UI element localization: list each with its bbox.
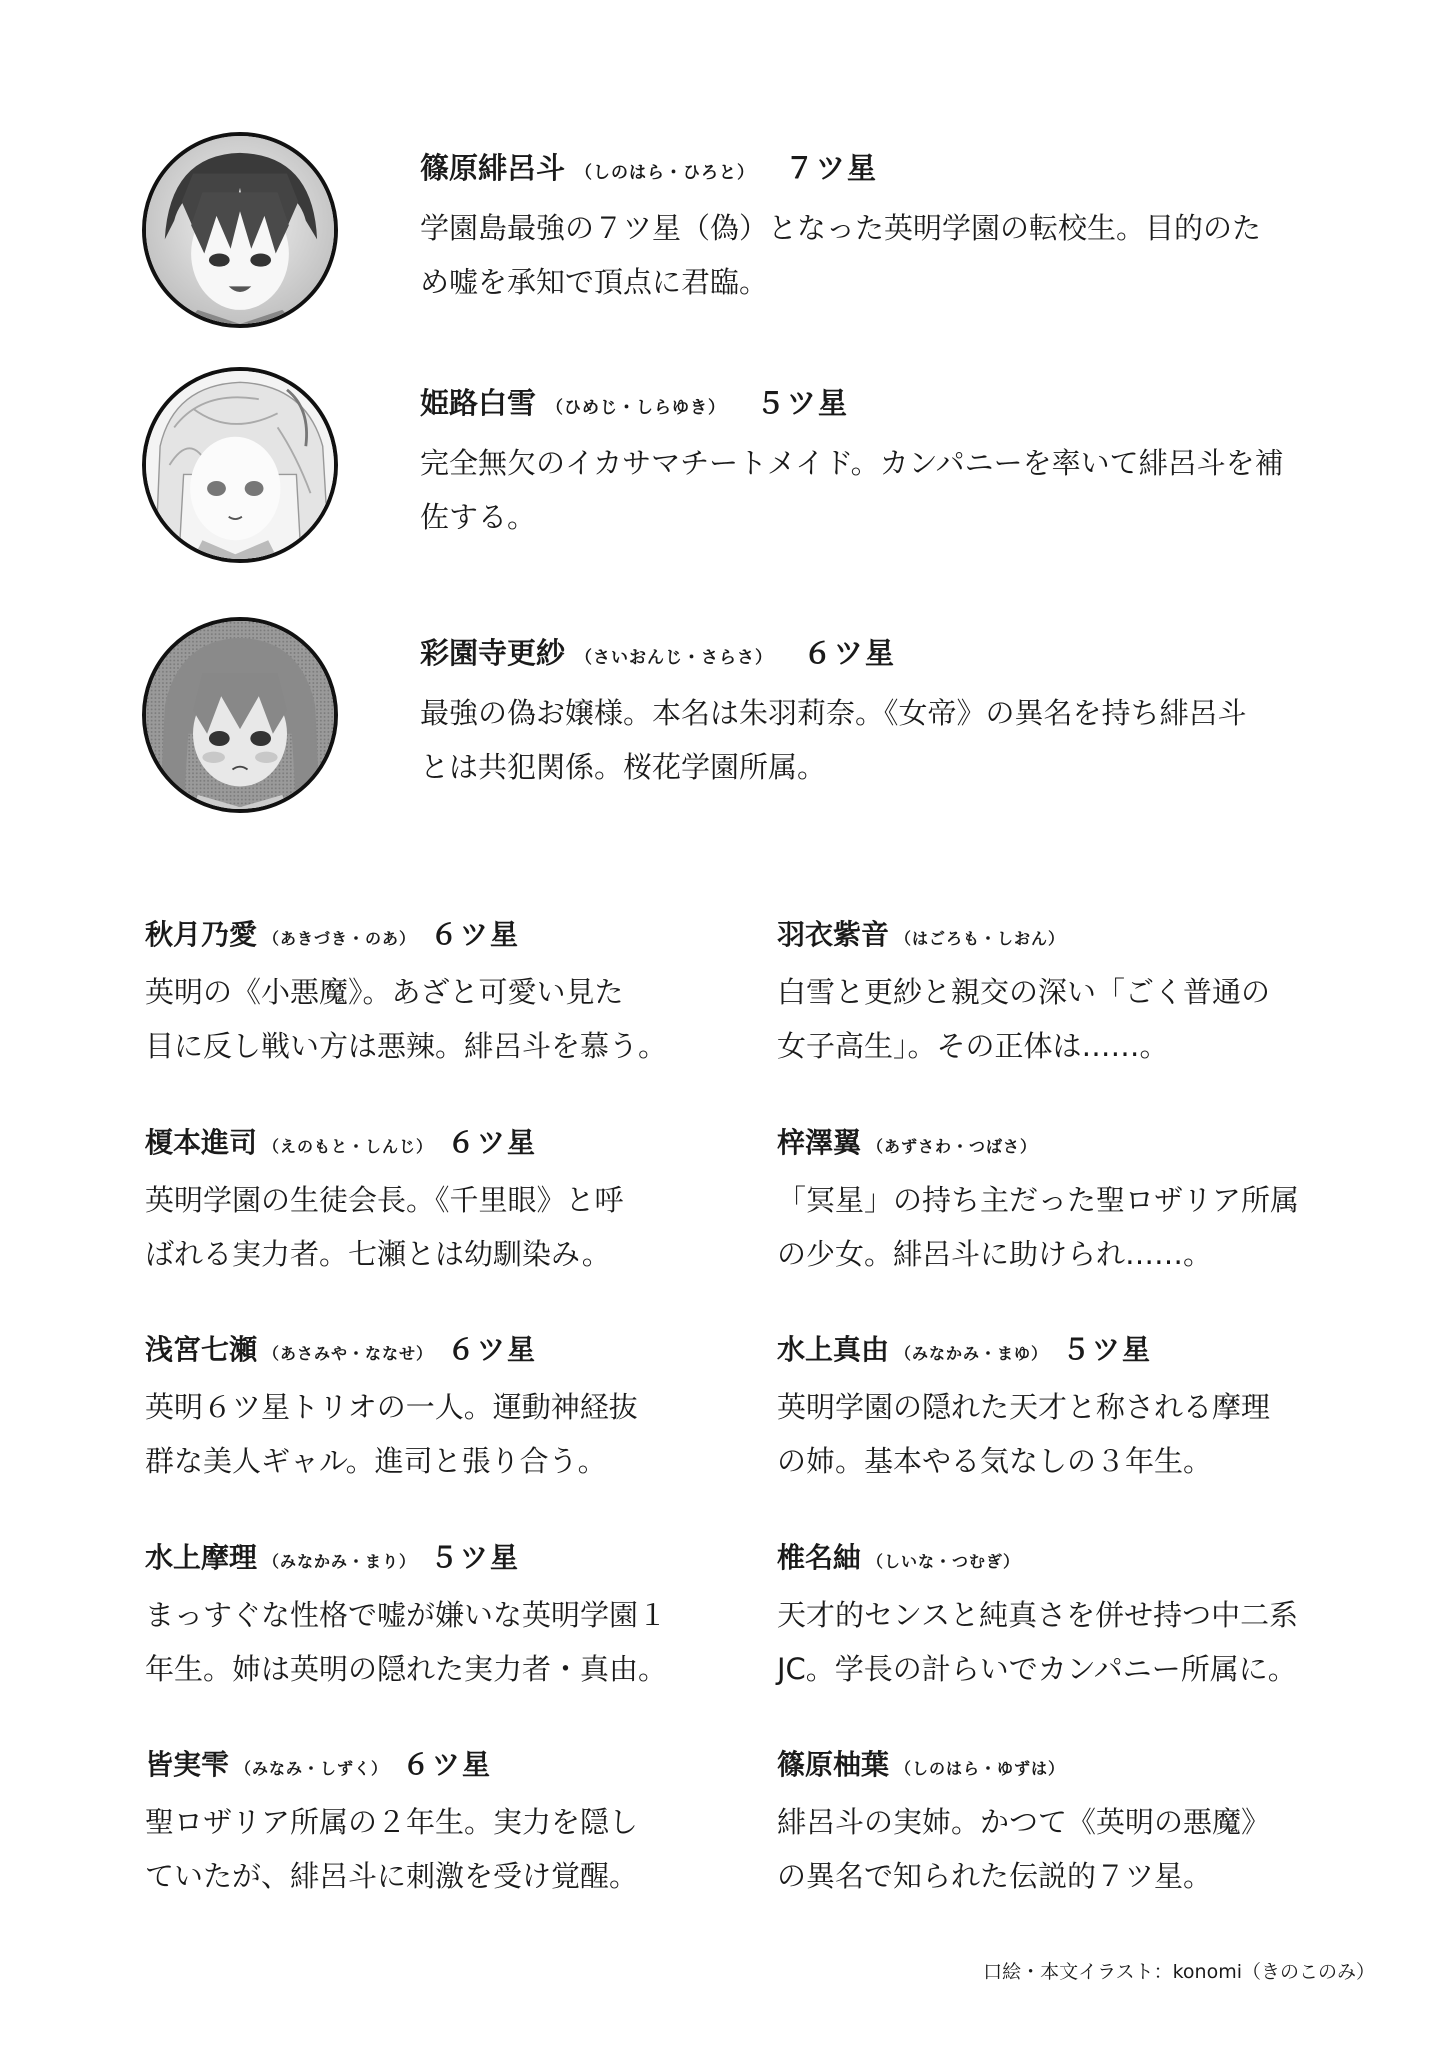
character-reading: （しいな・つむぎ） xyxy=(867,1552,1021,1571)
character-name-line xyxy=(145,1540,705,1580)
character-description: 英明学園の生徒会長。《千里眼》と呼 ばれる実力者。七瀬とは幼馴染み。 xyxy=(145,1183,624,1271)
sub-character-tsumugi xyxy=(777,1540,1337,1696)
character-name-line xyxy=(145,1125,705,1165)
character-name: 羽衣紫音 xyxy=(777,918,890,951)
character-name-line xyxy=(420,150,1320,191)
character-name-line xyxy=(145,917,705,957)
character-name: 篠原緋呂斗 xyxy=(420,151,566,185)
sub-character-shion xyxy=(777,917,1337,1073)
character-name: 梓澤翼 xyxy=(777,1126,862,1159)
sub-character-mari xyxy=(145,1540,705,1696)
character-reading: （さいおんじ・さらさ） xyxy=(575,648,774,668)
character-name-line xyxy=(145,1332,705,1372)
character-description: まっすぐな性格で嘘が嫌いな英明学園１ 年生。姉は英明の隠れた実力者・真由。 xyxy=(145,1598,668,1686)
character-name-line xyxy=(777,917,1337,957)
character-name: 榎本進司 xyxy=(145,1126,258,1159)
character-name: 水上摩理 xyxy=(145,1541,258,1574)
sub-character-shizuku xyxy=(145,1747,705,1903)
main-character-text xyxy=(420,635,1320,794)
character-description: 「冥星」の持ち主だった聖ロザリア所属 の少女。緋呂斗に助けられ……。 xyxy=(777,1183,1300,1271)
character-description: 天才的センスと純真さを併せ持つ中二系 JC。学長の計らいでカンパニー所属に。 xyxy=(777,1598,1299,1686)
character-description: 英明の《小悪魔》。あざと可愛い見た 目に反し戦い方は悪辣。緋呂斗を慕う。 xyxy=(145,975,668,1063)
character-description: 白雪と更紗と親交の深い「ごく普通の 女子高生」。その正体は……。 xyxy=(777,975,1271,1063)
character-stars: ６ツ星 xyxy=(447,1126,538,1159)
character-stars: ６ツ星 xyxy=(803,636,897,670)
character-reading: （みなみ・しずく） xyxy=(235,1759,389,1778)
main-character-text xyxy=(420,385,1320,544)
character-name-line xyxy=(420,635,1320,676)
character-reading: （あきづき・のあ） xyxy=(263,929,417,948)
character-description: 完全無欠のイカサマチートメイド。カンパニーを率いて緋呂斗を補 佐する。 xyxy=(420,446,1284,534)
boy-portrait-icon xyxy=(142,132,338,328)
character-name-line xyxy=(777,1332,1337,1372)
character-reading: （あずさわ・つばさ） xyxy=(867,1137,1038,1156)
main-character-text xyxy=(420,150,1320,309)
character-reading: （あさみや・ななせ） xyxy=(263,1344,434,1363)
character-reading: （はごろも・しおん） xyxy=(895,929,1066,948)
main-character-shirayuki xyxy=(142,367,1322,567)
character-name: 篠原柚葉 xyxy=(777,1748,890,1781)
character-name: 浅宮七瀬 xyxy=(145,1333,258,1366)
illustration-credit: 口絵・本文イラスト：konomi（きのこのみ） xyxy=(983,1961,1375,1983)
character-name: 皆実雫 xyxy=(145,1748,230,1781)
character-stars: ５ツ星 xyxy=(430,1541,521,1574)
character-description: 聖ロザリア所属の２年生。実力を隠し ていたが、緋呂斗に刺激を受け覚醒。 xyxy=(145,1805,639,1893)
sub-character-shinji xyxy=(145,1125,705,1281)
character-name-line xyxy=(145,1747,705,1787)
main-character-sarasa xyxy=(142,617,1322,817)
character-name: 姫路白雪 xyxy=(420,386,537,420)
character-stars: ７ツ星 xyxy=(785,151,879,185)
character-name-line xyxy=(777,1540,1337,1580)
character-reading: （しのはら・ゆずは） xyxy=(895,1759,1066,1778)
character-description: 英明６ツ星トリオの一人。運動神経抜 群な美人ギャル。進司と張り合う。 xyxy=(145,1390,638,1478)
sub-character-tsubasa xyxy=(777,1125,1337,1281)
character-stars: ６ツ星 xyxy=(447,1333,538,1366)
character-stars: ６ツ星 xyxy=(430,918,521,951)
character-name-line xyxy=(420,385,1320,426)
character-name: 彩園寺更紗 xyxy=(420,636,566,670)
character-description: 学園島最強の７ツ星（偽）となった英明学園の転校生。目的のた め嘘を承知で頂点に君臨。 xyxy=(420,211,1262,299)
sub-character-mayu xyxy=(777,1332,1337,1488)
character-reading: （みなかみ・まり） xyxy=(263,1552,417,1571)
character-stars: ５ツ星 xyxy=(1062,1333,1153,1366)
sub-character-nanase xyxy=(145,1332,705,1488)
character-stars: ５ツ星 xyxy=(756,386,850,420)
character-stars: ６ツ星 xyxy=(402,1748,493,1781)
main-character-hiroto xyxy=(142,132,1322,332)
character-reading: （えのもと・しんじ） xyxy=(263,1137,434,1156)
character-reading: （みなかみ・まゆ） xyxy=(895,1344,1049,1363)
character-reading: （ひめじ・しらゆき） xyxy=(546,398,727,418)
sub-character-yuzuha xyxy=(777,1747,1337,1903)
maid-portrait-icon xyxy=(142,367,338,563)
character-name: 秋月乃愛 xyxy=(145,918,258,951)
character-name-line xyxy=(777,1125,1337,1165)
character-reading: （しのはら・ひろと） xyxy=(575,163,756,183)
character-name-line xyxy=(777,1747,1337,1787)
girl-portrait-icon xyxy=(142,617,338,813)
character-description: 最強の偽お嬢様。本名は朱羽莉奈。《女帝》の異名を持ち緋呂斗 とは共犯関係。桜花学園所属。 xyxy=(420,696,1247,784)
sub-character-noa xyxy=(145,917,705,1073)
character-description: 英明学園の隠れた天才と称される摩理 の姉。基本やる気なしの３年生。 xyxy=(777,1390,1271,1478)
character-name: 水上真由 xyxy=(777,1333,890,1366)
character-description: 緋呂斗の実姉。かつて《英明の悪魔》 の異名で知られた伝説的７ツ星。 xyxy=(777,1805,1271,1893)
character-name: 椎名紬 xyxy=(777,1541,862,1574)
